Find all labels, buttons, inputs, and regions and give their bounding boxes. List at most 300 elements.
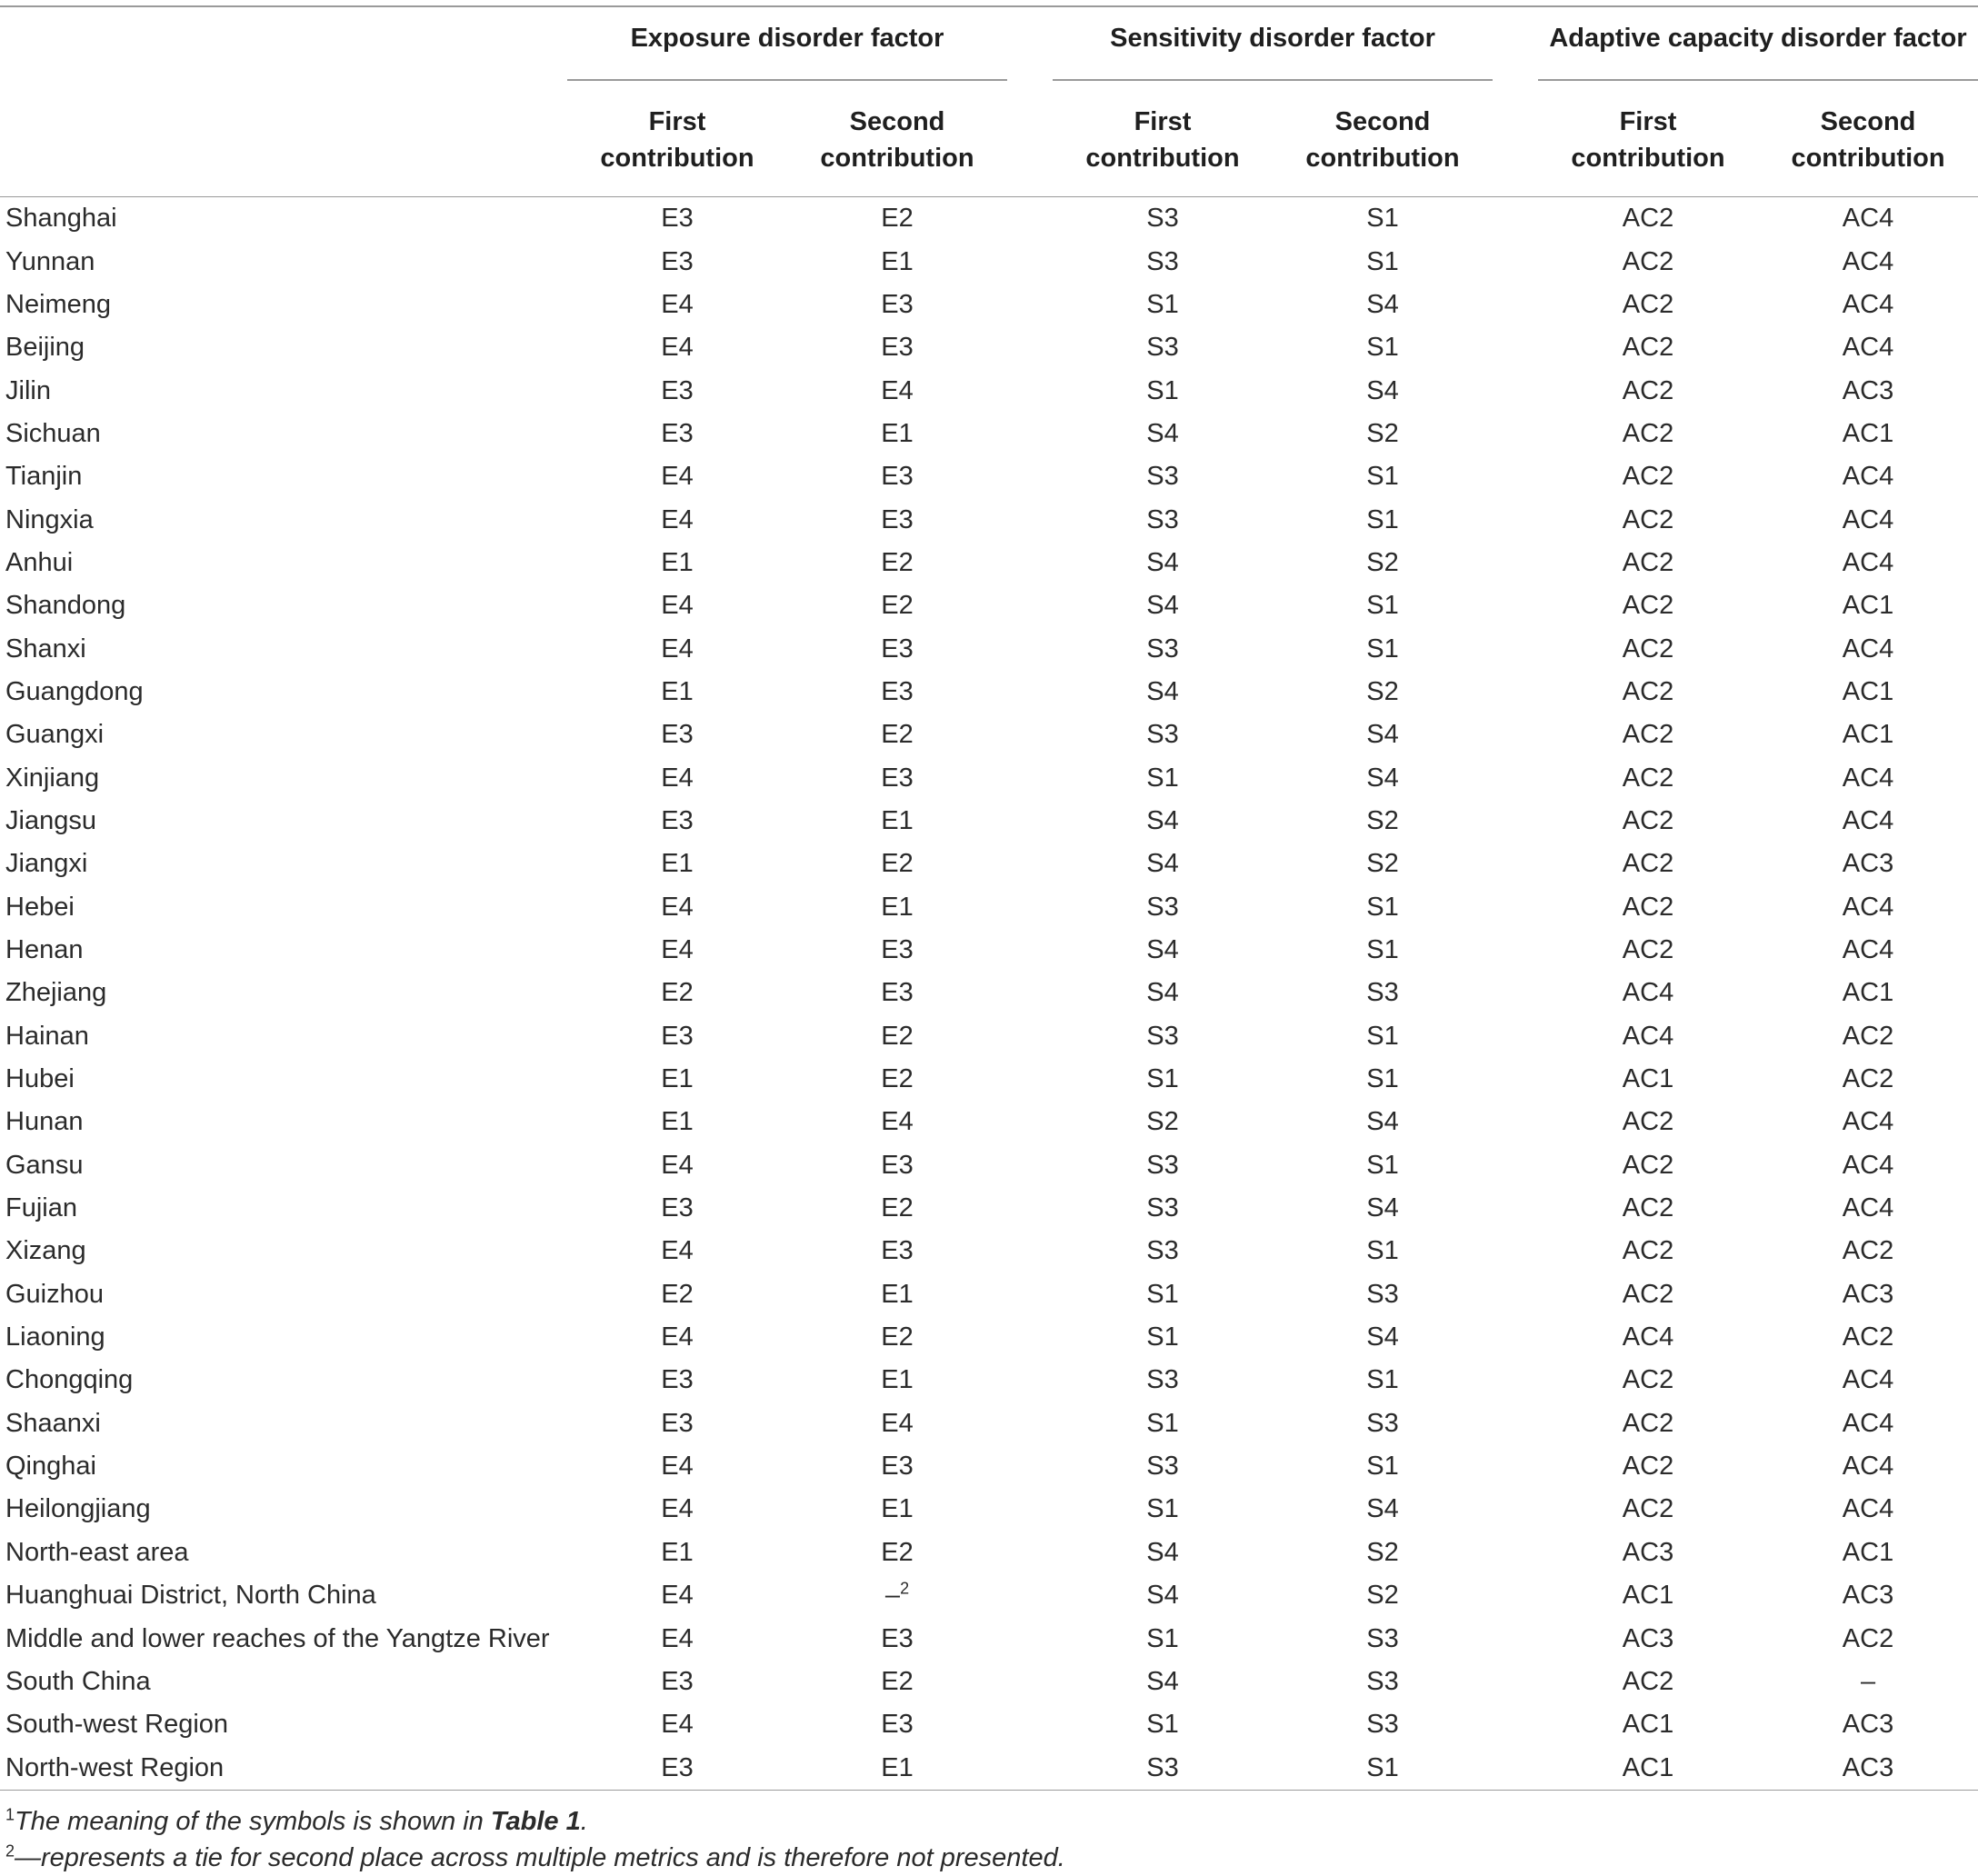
sensitivity-second-cell: S1 — [1366, 1365, 1399, 1395]
second-contribution-header: Second contribution — [787, 84, 1007, 197]
exposure-first-cell: E4 — [661, 1623, 694, 1653]
sensitivity-second-cell: S1 — [1366, 504, 1399, 534]
adaptive-first-cell: AC2 — [1622, 849, 1674, 879]
exposure-second-cell: E2 — [881, 1322, 914, 1352]
exposure-first-cell: E4 — [661, 333, 694, 363]
exposure-first-cell: E3 — [567, 1746, 787, 1790]
adaptive-second-cell: AC4 — [1842, 1107, 1894, 1137]
exposure-second-cell: E2 — [881, 1666, 914, 1696]
exposure-first-cell: E4 — [661, 1452, 694, 1482]
table-row — [0, 1746, 1978, 1790]
sensitivity-first-cell: S2 — [1146, 1107, 1179, 1137]
adaptive-first-cell: AC2 — [1622, 805, 1674, 835]
sensitivity-first-cell: S3 — [1146, 204, 1179, 234]
adaptive-second-cell: AC4 — [1842, 763, 1894, 793]
table-row — [0, 1532, 1978, 1574]
exposure-first-cell: E4 — [661, 763, 694, 793]
adaptive-first-cell: AC3 — [1622, 1623, 1674, 1653]
region-cell: Ningxia — [5, 504, 94, 534]
region-cell: Hainan — [5, 1021, 89, 1051]
adaptive-second-cell: AC4 — [1842, 935, 1894, 965]
second-contribution-header: Second contribution — [1758, 84, 1978, 197]
adaptive-second-cell: AC3 — [1758, 1746, 1978, 1790]
table-header — [0, 6, 1978, 197]
adaptive-group-header: Adaptive capacity disorder factor — [1538, 6, 1978, 84]
sensitivity-first-cell: S3 — [1146, 892, 1179, 922]
region-cell: Henan — [5, 935, 84, 965]
adaptive-second-cell: AC4 — [1842, 805, 1894, 835]
table-row — [0, 498, 1978, 541]
exposure-first-cell: E4 — [661, 892, 694, 922]
exposure-first-cell: E3 — [661, 805, 694, 835]
adaptive-first-cell: AC2 — [1622, 1279, 1674, 1309]
region-cell: Guizhou — [5, 1279, 105, 1309]
sensitivity-second-cell: S4 — [1366, 1494, 1399, 1524]
sensitivity-first-cell: S4 — [1146, 1666, 1179, 1696]
exposure-second-cell: E3 — [881, 935, 914, 965]
sensitivity-second-cell: S2 — [1366, 849, 1399, 879]
sensitivity-second-cell: S4 — [1366, 375, 1399, 405]
sensitivity-second-cell: S1 — [1366, 591, 1399, 621]
sensitivity-second-cell: S4 — [1366, 720, 1399, 750]
exposure-second-cell: E2 — [881, 1193, 914, 1223]
exposure-first-cell: E3 — [661, 1408, 694, 1438]
exposure-second-cell: –$^2$ — [884, 1579, 910, 1611]
exposure-first-cell: E1 — [661, 849, 694, 879]
adaptive-first-cell: AC2 — [1622, 720, 1674, 750]
region-cell: Beijing — [5, 333, 85, 363]
table-row — [0, 1316, 1978, 1359]
region-cell: Shanxi — [5, 634, 86, 664]
region-cell: Heilongjiang — [5, 1494, 151, 1524]
exposure-first-cell: E4 — [661, 1710, 694, 1740]
adaptive-second-cell: AC2 — [1842, 1322, 1894, 1352]
adaptive-first-cell: AC2 — [1622, 1408, 1674, 1438]
exposure-second-cell: E2 — [881, 1021, 914, 1051]
exposure-first-cell: E3 — [661, 1193, 694, 1223]
adaptive-first-cell: AC1 — [1622, 1581, 1674, 1611]
region-cell: Guangxi — [5, 720, 105, 750]
region-cell: North-east area — [5, 1537, 189, 1567]
region-cell: Huanghuai District, North China — [5, 1581, 376, 1611]
exposure-second-cell: E3 — [881, 763, 914, 793]
region-cell: Guangdong — [5, 676, 144, 706]
sensitivity-first-cell: S3 — [1146, 333, 1179, 363]
adaptive-second-cell: AC4 — [1842, 634, 1894, 664]
data-table — [0, 5, 1978, 1791]
adaptive-first-cell: AC2 — [1622, 763, 1674, 793]
exposure-first-cell: E4 — [661, 1322, 694, 1352]
sensitivity-first-cell: S4 — [1146, 978, 1179, 1008]
exposure-first-cell: E4 — [661, 1581, 694, 1611]
table-row — [0, 1402, 1978, 1445]
exposure-second-cell: E1 — [881, 805, 914, 835]
exposure-first-cell: E4 — [661, 1150, 694, 1180]
table-row — [0, 1101, 1978, 1143]
adaptive-first-cell: AC2 — [1622, 935, 1674, 965]
footnote-1: $^1$The meaning of the symbols is shown in Table 1. — [5, 1805, 588, 1836]
adaptive-second-cell: AC2 — [1842, 1064, 1894, 1094]
exposure-second-cell: E2 — [881, 1064, 914, 1094]
region-cell: Xinjiang — [5, 763, 100, 793]
sensitivity-second-cell: S4 — [1366, 763, 1399, 793]
sensitivity-second-cell: S1 — [1366, 333, 1399, 363]
table-row — [0, 843, 1978, 885]
adaptive-first-cell: AC2 — [1622, 289, 1674, 319]
exposure-second-cell: E3 — [881, 504, 914, 534]
adaptive-first-cell: AC1 — [1622, 1064, 1674, 1094]
adaptive-second-cell: AC3 — [1842, 849, 1894, 879]
exposure-first-cell: E1 — [661, 1537, 694, 1567]
adaptive-second-cell: AC4 — [1842, 1193, 1894, 1223]
adaptive-first-cell: AC4 — [1622, 1322, 1674, 1352]
sensitivity-first-cell: S4 — [1146, 591, 1179, 621]
exposure-first-cell: E4 — [661, 634, 694, 664]
sensitivity-second-cell: S1 — [1366, 1064, 1399, 1094]
sensitivity-first-cell: S3 — [1146, 720, 1179, 750]
table-body — [0, 197, 1978, 1791]
table-row — [0, 800, 1978, 843]
sensitivity-second-cell: S2 — [1366, 1537, 1399, 1567]
exposure-second-cell: E3 — [881, 333, 914, 363]
sensitivity-first-cell: S4 — [1146, 1581, 1179, 1611]
sensitivity-first-cell: S3 — [1053, 1746, 1273, 1790]
exposure-second-cell: E3 — [881, 1623, 914, 1653]
exposure-second-cell: E3 — [881, 462, 914, 492]
adaptive-second-cell: AC3 — [1842, 1581, 1894, 1611]
adaptive-second-cell: AC4 — [1842, 504, 1894, 534]
sensitivity-second-cell: S1 — [1366, 892, 1399, 922]
first-contribution-header: First contribution — [567, 84, 787, 197]
exposure-second-cell: E1 — [881, 1365, 914, 1395]
exposure-first-cell: E1 — [661, 1064, 694, 1094]
region-cell: Neimeng — [5, 289, 112, 319]
adaptive-first-cell: AC4 — [1622, 1021, 1674, 1051]
sensitivity-first-cell: S3 — [1146, 1193, 1179, 1223]
exposure-second-cell: E2 — [881, 1537, 914, 1567]
adaptive-second-cell: AC3 — [1842, 375, 1894, 405]
sensitivity-second-cell: S3 — [1366, 1408, 1399, 1438]
adaptive-second-cell: – — [1860, 1666, 1876, 1696]
table-row — [0, 929, 1978, 972]
exposure-second-cell: E1 — [881, 1494, 914, 1524]
adaptive-first-cell: AC2 — [1622, 1150, 1674, 1180]
exposure-first-cell: E3 — [661, 375, 694, 405]
adaptive-second-cell: AC2 — [1842, 1623, 1894, 1653]
sensitivity-second-cell: S4 — [1366, 289, 1399, 319]
table-row — [0, 756, 1978, 799]
sensitivity-first-cell: S4 — [1146, 805, 1179, 835]
sensitivity-second-cell: S1 — [1366, 1021, 1399, 1051]
exposure-first-cell: E3 — [661, 1666, 694, 1696]
adaptive-second-cell: AC4 — [1842, 892, 1894, 922]
adaptive-second-cell: AC4 — [1842, 1150, 1894, 1180]
table-row — [0, 584, 1978, 627]
table-row — [0, 627, 1978, 670]
sensitivity-first-cell: S1 — [1146, 1322, 1179, 1352]
exposure-first-cell: E3 — [661, 418, 694, 448]
table-row — [0, 1617, 1978, 1660]
region-cell: Jilin — [5, 375, 51, 405]
exposure-second-cell: E2 — [881, 204, 914, 234]
sensitivity-first-cell: S1 — [1146, 1064, 1179, 1094]
adaptive-second-cell: AC4 — [1842, 1365, 1894, 1395]
exposure-second-cell: E3 — [881, 676, 914, 706]
adaptive-first-cell: AC1 — [1538, 1746, 1758, 1790]
exposure-first-cell: E3 — [661, 1365, 694, 1395]
sensitivity-first-cell: S4 — [1146, 676, 1179, 706]
table-row — [0, 972, 1978, 1014]
table-row — [0, 1359, 1978, 1402]
table-row — [0, 1574, 1978, 1617]
sensitivity-second-cell: S1 — [1366, 204, 1399, 234]
exposure-first-cell: E1 — [661, 547, 694, 577]
exposure-first-cell: E4 — [661, 1494, 694, 1524]
adaptive-first-cell: AC2 — [1622, 1236, 1674, 1266]
exposure-second-cell: E3 — [881, 634, 914, 664]
adaptive-second-cell: AC4 — [1842, 462, 1894, 492]
sensitivity-second-cell: S4 — [1366, 1193, 1399, 1223]
table-row — [0, 886, 1978, 929]
exposure-first-cell: E1 — [661, 1107, 694, 1137]
sensitivity-group-header: Sensitivity disorder factor — [1053, 6, 1493, 84]
sensitivity-first-cell: S1 — [1146, 1710, 1179, 1740]
sensitivity-first-cell: S4 — [1146, 418, 1179, 448]
sensitivity-first-cell: S3 — [1146, 462, 1179, 492]
adaptive-second-cell: AC1 — [1842, 676, 1894, 706]
sensitivity-second-cell: S3 — [1366, 1279, 1399, 1309]
sensitivity-second-cell: S1 — [1366, 1236, 1399, 1266]
exposure-second-cell: E3 — [881, 1236, 914, 1266]
exposure-first-cell: E3 — [661, 720, 694, 750]
sensitivity-first-cell: S3 — [1146, 504, 1179, 534]
footnote-2: $^2$—represents a tie for second place across multiple metrics and is therefore not presented. — [5, 1841, 1065, 1872]
sensitivity-first-cell: S1 — [1146, 1494, 1179, 1524]
adaptive-second-cell: AC4 — [1842, 1494, 1894, 1524]
sensitivity-first-cell: S3 — [1146, 1021, 1179, 1051]
sensitivity-first-cell: S1 — [1146, 1623, 1179, 1653]
adaptive-first-cell: AC1 — [1622, 1710, 1674, 1740]
region-cell: Hunan — [5, 1107, 84, 1137]
adaptive-first-cell: AC2 — [1622, 1666, 1674, 1696]
sensitivity-second-cell: S1 — [1366, 935, 1399, 965]
exposure-second-cell: E1 — [881, 892, 914, 922]
adaptive-second-cell: AC4 — [1842, 1452, 1894, 1482]
exposure-first-cell: E4 — [661, 591, 694, 621]
adaptive-first-cell: AC4 — [1622, 978, 1674, 1008]
region-cell: Hubei — [5, 1064, 75, 1094]
exposure-first-cell: E4 — [661, 289, 694, 319]
adaptive-second-cell: AC1 — [1842, 978, 1894, 1008]
table-row — [0, 1187, 1978, 1230]
adaptive-first-cell: AC2 — [1622, 591, 1674, 621]
exposure-first-cell: E2 — [661, 978, 694, 1008]
table-row — [0, 713, 1978, 756]
table-row — [0, 1230, 1978, 1272]
exposure-second-cell: E1 — [881, 246, 914, 276]
region-cell: Liaoning — [5, 1322, 105, 1352]
region-cell: Yunnan — [5, 246, 95, 276]
sensitivity-second-cell: S3 — [1366, 978, 1399, 1008]
region-cell: Jiangxi — [5, 849, 88, 879]
sensitivity-second-cell: S4 — [1366, 1322, 1399, 1352]
sensitivity-second-cell: S3 — [1366, 1666, 1399, 1696]
adaptive-first-cell: AC2 — [1622, 676, 1674, 706]
sensitivity-first-cell: S3 — [1146, 1150, 1179, 1180]
table-row — [0, 1144, 1978, 1187]
region-cell: Tianjin — [5, 462, 83, 492]
exposure-second-cell: E1 — [881, 1279, 914, 1309]
exposure-second-cell: E4 — [881, 1107, 914, 1137]
sensitivity-first-cell: S3 — [1146, 1452, 1179, 1482]
region-cell: Shanghai — [5, 204, 117, 234]
adaptive-first-cell: AC2 — [1622, 1494, 1674, 1524]
exposure-second-cell: E3 — [881, 289, 914, 319]
exposure-second-cell: E4 — [881, 1408, 914, 1438]
region-header — [0, 6, 567, 84]
sensitivity-first-cell: S3 — [1146, 1365, 1179, 1395]
exposure-second-cell: E2 — [881, 849, 914, 879]
sensitivity-second-cell: S2 — [1366, 1581, 1399, 1611]
region-cell: Anhui — [5, 547, 74, 577]
first-contribution-header: First contribution — [1538, 84, 1758, 197]
adaptive-second-cell: AC1 — [1842, 1537, 1894, 1567]
table-row — [0, 1703, 1978, 1746]
exposure-first-cell: E4 — [661, 504, 694, 534]
table-row — [0, 1273, 1978, 1316]
table-row — [0, 197, 1978, 241]
sensitivity-first-cell: S3 — [1146, 246, 1179, 276]
exposure-first-cell: E4 — [661, 1236, 694, 1266]
second-contribution-header: Second contribution — [1273, 84, 1493, 197]
exposure-second-cell: E3 — [881, 1452, 914, 1482]
sensitivity-second-cell: S1 — [1273, 1746, 1493, 1790]
sensitivity-second-cell: S2 — [1366, 805, 1399, 835]
exposure-first-cell: E2 — [661, 1279, 694, 1309]
adaptive-first-cell: AC2 — [1622, 1452, 1674, 1482]
adaptive-first-cell: AC2 — [1622, 892, 1674, 922]
exposure-first-cell: E3 — [661, 246, 694, 276]
exposure-group-header: Exposure disorder factor — [567, 6, 1007, 84]
sensitivity-first-cell: S3 — [1146, 634, 1179, 664]
adaptive-second-cell: AC1 — [1842, 720, 1894, 750]
sensitivity-first-cell: S3 — [1146, 1236, 1179, 1266]
table-row — [0, 1445, 1978, 1488]
sensitivity-first-cell: S1 — [1146, 289, 1179, 319]
table-row — [0, 1661, 1978, 1703]
sensitivity-second-cell: S2 — [1366, 676, 1399, 706]
exposure-first-cell: E1 — [661, 676, 694, 706]
region-cell: South-west Region — [5, 1710, 229, 1740]
sensitivity-second-cell: S1 — [1366, 1452, 1399, 1482]
sensitivity-second-cell: S1 — [1366, 634, 1399, 664]
adaptive-first-cell: AC2 — [1622, 462, 1674, 492]
adaptive-second-cell: AC4 — [1842, 204, 1894, 234]
region-cell: Zhejiang — [5, 978, 107, 1008]
tie-note-marker: 2 — [900, 1579, 910, 1598]
region-cell: Jiangsu — [5, 805, 96, 835]
adaptive-first-cell: AC3 — [1622, 1537, 1674, 1567]
sensitivity-second-cell: S4 — [1366, 1107, 1399, 1137]
exposure-first-cell: E3 — [661, 204, 694, 234]
adaptive-second-cell: AC2 — [1842, 1236, 1894, 1266]
sensitivity-second-cell: S2 — [1366, 547, 1399, 577]
table-row — [0, 284, 1978, 326]
table-row — [0, 1015, 1978, 1058]
exposure-second-cell: E2 — [881, 547, 914, 577]
table-row — [0, 369, 1978, 412]
adaptive-first-cell: AC2 — [1622, 1365, 1674, 1395]
region-cell: South China — [5, 1666, 151, 1696]
exposure-second-cell: E1 — [881, 418, 914, 448]
adaptive-first-cell: AC2 — [1622, 375, 1674, 405]
sensitivity-second-cell: S3 — [1366, 1710, 1399, 1740]
exposure-first-cell: E4 — [661, 462, 694, 492]
adaptive-first-cell: AC2 — [1622, 547, 1674, 577]
exposure-second-cell: E4 — [881, 375, 914, 405]
adaptive-first-cell: AC2 — [1622, 1193, 1674, 1223]
sensitivity-first-cell: S4 — [1146, 935, 1179, 965]
adaptive-first-cell: AC2 — [1622, 333, 1674, 363]
sensitivity-second-cell: S1 — [1366, 462, 1399, 492]
adaptive-second-cell: AC4 — [1842, 1408, 1894, 1438]
adaptive-second-cell: AC2 — [1842, 1021, 1894, 1051]
first-contribution-header: First contribution — [1053, 84, 1273, 197]
exposure-second-cell: E3 — [881, 978, 914, 1008]
table-row — [0, 671, 1978, 713]
table-row — [0, 455, 1978, 498]
region-cell: Fujian — [5, 1193, 77, 1223]
footnotes — [5, 1803, 1065, 1876]
adaptive-first-cell: AC2 — [1622, 246, 1674, 276]
sensitivity-first-cell: S4 — [1146, 849, 1179, 879]
table-row — [0, 240, 1978, 283]
region-cell: North-west Region — [0, 1746, 567, 1790]
sensitivity-first-cell: S4 — [1146, 547, 1179, 577]
table-row — [0, 1488, 1978, 1531]
adaptive-second-cell: AC3 — [1842, 1279, 1894, 1309]
region-cell: Shaanxi — [5, 1408, 101, 1438]
exposure-second-cell: E2 — [881, 591, 914, 621]
adaptive-first-cell: AC2 — [1622, 634, 1674, 664]
region-cell: Hebei — [5, 892, 75, 922]
adaptive-first-cell: AC2 — [1622, 1107, 1674, 1137]
sensitivity-first-cell: S1 — [1146, 1279, 1179, 1309]
table-row — [0, 326, 1978, 369]
adaptive-second-cell: AC1 — [1842, 418, 1894, 448]
sensitivity-second-cell: S1 — [1366, 1150, 1399, 1180]
table-row — [0, 413, 1978, 455]
sensitivity-second-cell: S3 — [1366, 1623, 1399, 1653]
sensitivity-second-cell: S1 — [1366, 246, 1399, 276]
adaptive-first-cell: AC2 — [1622, 504, 1674, 534]
exposure-second-cell: E2 — [881, 720, 914, 750]
exposure-first-cell: E4 — [661, 935, 694, 965]
adaptive-second-cell: AC4 — [1842, 289, 1894, 319]
sensitivity-first-cell: S1 — [1146, 375, 1179, 405]
adaptive-second-cell: AC1 — [1842, 591, 1894, 621]
adaptive-second-cell: AC4 — [1842, 246, 1894, 276]
sensitivity-first-cell: S1 — [1146, 1408, 1179, 1438]
exposure-second-cell: E3 — [881, 1710, 914, 1740]
table-row — [0, 542, 1978, 584]
region-cell: Qinghai — [5, 1452, 96, 1482]
region-cell: Gansu — [5, 1150, 84, 1180]
exposure-second-cell: E3 — [881, 1150, 914, 1180]
sensitivity-first-cell: S1 — [1146, 763, 1179, 793]
region-cell: Sichuan — [5, 418, 101, 448]
adaptive-second-cell: AC4 — [1842, 547, 1894, 577]
